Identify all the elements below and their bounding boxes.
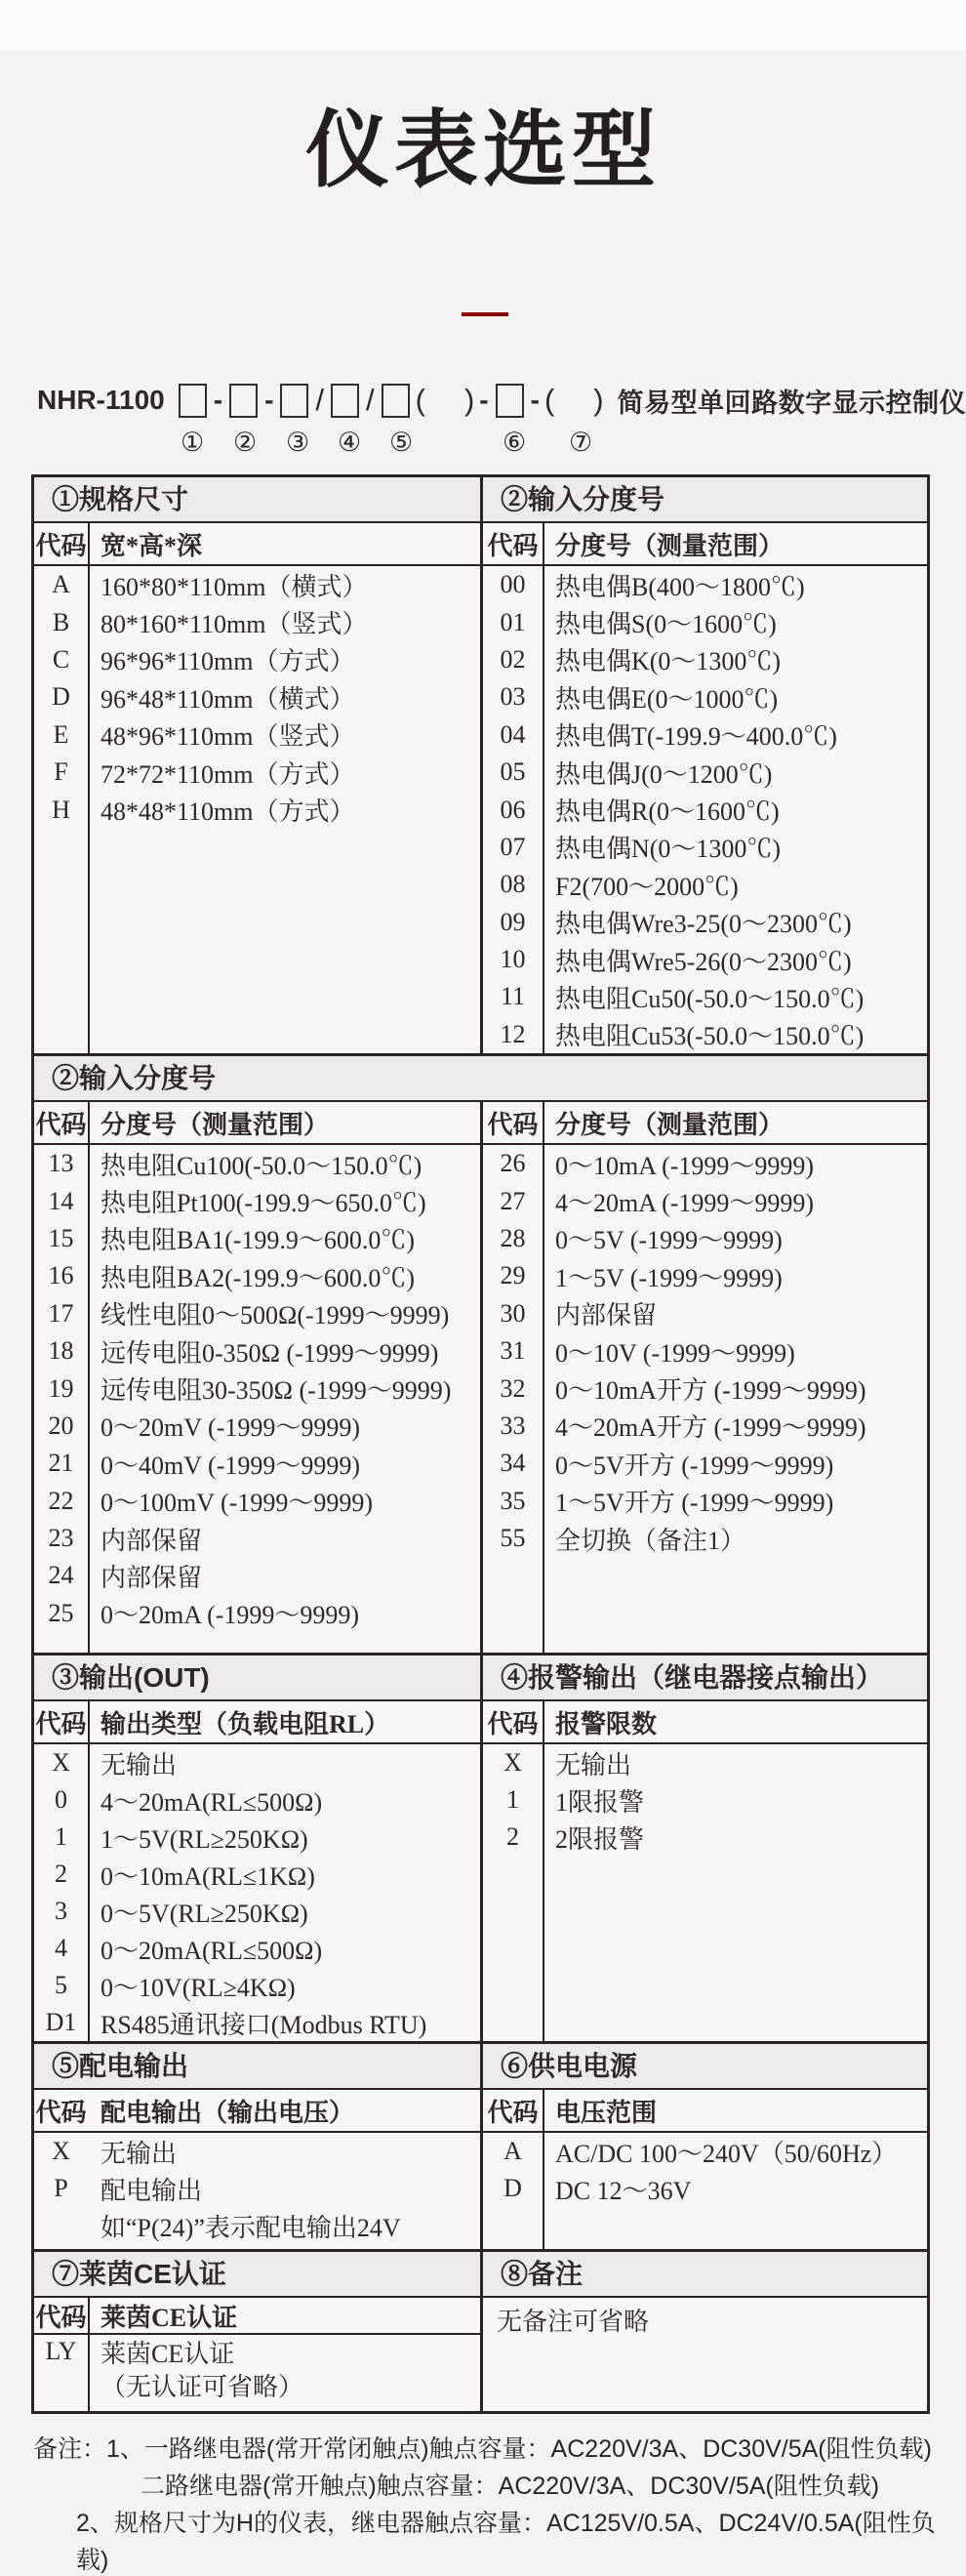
table-row: [34, 1819, 480, 1856]
row-label: 2限报警: [555, 1824, 645, 1854]
row-code: D1: [45, 2008, 77, 2036]
row-code: 04: [500, 719, 526, 749]
row-label: 热电偶N(0～1300℃): [555, 835, 782, 864]
input2-right-rows: [483, 1145, 927, 1653]
row-label: 无输出: [555, 1750, 632, 1779]
row-code: 28: [500, 1223, 526, 1252]
row-code: 03: [500, 682, 526, 712]
spec-rows: [34, 566, 480, 1053]
section-title-alarm: ④报警输出（继电器接点输出）: [480, 1656, 927, 1701]
table-row: [483, 1408, 927, 1445]
section-title-ce: ⑦莱茵CE认证: [34, 2252, 480, 2298]
column-header-label: 输出类型（负载电阻RL）: [101, 1709, 390, 1738]
table-row: [34, 1257, 480, 1294]
table-row: [34, 2170, 480, 2207]
row-label: 线性电阻0～500Ω(-1999～9999): [101, 1301, 450, 1330]
circled-number: ①: [181, 428, 205, 457]
model-code-box: [229, 384, 258, 418]
table-row: [34, 1967, 480, 2004]
column-header-label: 分度号（测量范围）: [555, 1110, 785, 1139]
row-code: A: [52, 570, 70, 599]
model-code-box: [496, 384, 524, 418]
table-row: [483, 791, 927, 828]
table-row: [483, 641, 927, 678]
model-dash: -: [213, 385, 223, 415]
model-paren-open: (: [543, 383, 555, 417]
table-row: [34, 1781, 480, 1819]
row-code: 3: [55, 1897, 67, 1925]
table-row: [483, 978, 927, 1015]
circled-number: ⑥: [503, 428, 527, 457]
row-label: 0～5V (-1999～9999): [555, 1226, 783, 1255]
table-row: [483, 2170, 927, 2207]
row-label: 远传电阻0-350Ω (-1999～9999): [101, 1338, 439, 1368]
ce-subtable: [34, 2298, 480, 2411]
model-dash: -: [479, 385, 489, 415]
row-code: X: [52, 1748, 70, 1777]
row-label: 1～5V (-1999～9999): [555, 1263, 783, 1292]
row-label: 热电阻Pt100(-199.9～650.0℃): [101, 1189, 426, 1218]
row-label: 80*160*110mm（竖式）: [101, 610, 368, 639]
row-code: 05: [500, 757, 526, 787]
row-label: 1～5V(RL≥250KΩ): [101, 1824, 308, 1854]
model-slash: /: [315, 383, 325, 417]
row-label: AC/DC 100～240V（50/60Hz）: [555, 2139, 898, 2168]
circled-number: ②: [233, 428, 258, 457]
row-code: 30: [500, 1298, 526, 1328]
input2-right-subtable: [480, 1102, 927, 1653]
table-row: [483, 866, 927, 903]
row-code: 31: [500, 1336, 526, 1366]
row-code: 00: [500, 570, 526, 599]
alarm-subtable: [480, 1701, 927, 2041]
section-input-continued: [34, 1053, 927, 1653]
table-row: [34, 1182, 480, 1219]
powerdist-subtable: [34, 2090, 480, 2249]
table-row: [34, 1520, 480, 1557]
table-row: [483, 1445, 927, 1482]
model-paren-close: ): [463, 383, 475, 417]
model-code-box: [179, 384, 207, 418]
row-label: 0～5V开方 (-1999～9999): [555, 1451, 834, 1480]
row-label: 热电阻BA1(-199.9～600.0℃): [101, 1226, 416, 1255]
row-label: RS485通讯接口(Modbus RTU): [101, 2010, 427, 2039]
table-row: [483, 1182, 927, 1219]
row-code: 1: [506, 1785, 519, 1814]
supply-subtable: [480, 2090, 927, 2249]
table-row: [483, 1520, 927, 1557]
model-ordering-line: [37, 381, 966, 420]
selection-table: [31, 474, 930, 2414]
row-label: 0～10V(RL≥4KΩ): [101, 1973, 296, 2002]
row-label: 48*48*110mm（方式）: [101, 797, 355, 827]
row-label: 配电输出: [101, 2176, 203, 2205]
input2-left-subtable: [34, 1102, 480, 1653]
row-code: 22: [48, 1486, 74, 1515]
table-row: [34, 1595, 480, 1632]
row-label: F2(700～2000℃): [555, 872, 739, 901]
row-label: 0～20mA(RL≤500Ω): [101, 1936, 323, 1965]
column-header-code: 代码: [35, 2098, 87, 2127]
row-label: 0～10mA(RL≤1KΩ): [101, 1861, 315, 1891]
row-code: 2: [506, 1822, 519, 1851]
row-label: 如“P(24)”表示配电输出24V: [101, 2213, 401, 2242]
row-code: 12: [500, 1019, 526, 1048]
row-code: 07: [500, 832, 526, 861]
section-title-spec: ①规格尺寸: [34, 477, 480, 523]
row-code: 33: [500, 1411, 526, 1440]
table-row: [483, 1016, 927, 1053]
table-row: [34, 566, 480, 603]
row-label: 热电偶E(0～1000℃): [555, 684, 779, 714]
model-slash: /: [366, 383, 375, 417]
row-label: 内部保留: [555, 1301, 658, 1330]
row-code: LY: [45, 2337, 77, 2365]
table-row: [483, 566, 927, 603]
column-header-label: 宽*高*深: [101, 531, 203, 560]
row-code: B: [52, 607, 70, 636]
circled-number: ④: [338, 428, 362, 457]
table-row: [34, 1893, 480, 1930]
row-label: 热电阻Cu50(-50.0～150.0℃): [555, 984, 865, 1013]
row-code: 14: [48, 1186, 74, 1215]
row-label: 热电偶R(0～1600℃): [555, 797, 780, 827]
row-label: 全切换（备注1）: [555, 1526, 746, 1555]
section-distribution-and-supply: [34, 2041, 927, 2249]
row-code: X: [503, 1748, 522, 1777]
row-label: 48*96*110mm（竖式）: [101, 722, 355, 752]
row-label: 96*48*110mm（横式）: [101, 684, 355, 714]
row-label: 0～100mV (-1999～9999): [101, 1489, 374, 1518]
row-code: X: [52, 2137, 70, 2165]
row-code: 23: [48, 1524, 74, 1553]
section-title-input2: ②输入分度号: [34, 1056, 927, 1102]
table-row: [483, 941, 927, 978]
section-title-powerdist: ⑤配电输出: [34, 2044, 480, 2090]
row-label: 72*72*110mm（方式）: [101, 759, 355, 789]
row-label: 热电偶Wre3-25(0～2300℃): [555, 910, 852, 939]
row-code: P: [54, 2174, 68, 2202]
column-header-label: 配电输出（输出电压）: [101, 2098, 355, 2127]
row-label: 热电偶B(400～1800℃): [555, 572, 805, 601]
footer-notes: [33, 2431, 941, 2576]
section-title-output: ③输出(OUT): [34, 1656, 480, 1701]
table-row: [34, 2335, 480, 2368]
section-title-supply: ⑥供电电源: [480, 2044, 927, 2090]
table-row: [34, 1445, 480, 1482]
column-header-code: 代码: [35, 531, 87, 560]
column-header-label: 电压范围: [555, 2098, 658, 2127]
table-row: [483, 1370, 927, 1407]
row-label: 无输出: [101, 2139, 178, 2168]
model-code-box: [331, 384, 359, 418]
table-row: [483, 1744, 927, 1781]
table-row: [34, 1557, 480, 1594]
row-code: 32: [500, 1373, 526, 1403]
row-label: DC 12～36V: [555, 2176, 692, 2205]
row-code: H: [52, 795, 70, 824]
row-label: 热电偶Wre5-26(0～2300℃): [555, 947, 852, 976]
row-label: （无认证可省略）: [101, 2372, 304, 2401]
row-label: 热电阻Cu53(-50.0～150.0℃): [555, 1022, 865, 1051]
row-code: 27: [500, 1186, 526, 1215]
row-code: 25: [48, 1598, 74, 1627]
table-row: [34, 1744, 480, 1781]
row-label: 内部保留: [101, 1526, 203, 1555]
row-code: A: [503, 2137, 522, 2165]
red-divider-rule: [462, 312, 508, 316]
row-code: 5: [55, 1971, 67, 1999]
column-header-label: 分度号（测量范围）: [101, 1110, 330, 1139]
row-label: 0～40mV (-1999～9999): [101, 1451, 361, 1480]
column-header-code: 代码: [487, 2098, 539, 2127]
row-label: 1限报警: [555, 1787, 645, 1817]
column-header-label: 莱茵CE认证: [101, 2303, 238, 2332]
row-label: 1～5V开方 (-1999～9999): [555, 1489, 834, 1518]
table-row: [34, 1295, 480, 1332]
table-row: [483, 678, 927, 716]
table-row: [34, 1332, 480, 1370]
row-code: 16: [48, 1261, 74, 1290]
table-row: [34, 1220, 480, 1257]
row-label: 0～20mV (-1999～9999): [101, 1413, 361, 1443]
table-row: [483, 904, 927, 941]
table-row: [483, 1220, 927, 1257]
table-row: [34, 791, 480, 828]
table-row: [34, 716, 480, 754]
row-label: 热电偶T(-199.9～400.0℃): [555, 722, 837, 752]
input2-left-rows: [34, 1145, 480, 1653]
column-header-code: 代码: [487, 531, 539, 560]
model-prefix: NHR-1100: [37, 385, 165, 415]
table-row: [34, 1145, 480, 1182]
page-title: 仪表选型: [305, 103, 661, 197]
output-rows: [34, 1744, 480, 2041]
table-row: [34, 678, 480, 716]
model-code-box: [382, 384, 410, 418]
row-code: 09: [500, 907, 526, 936]
table-row: [34, 641, 480, 678]
table-row: [34, 2368, 480, 2401]
model-code-box: [280, 384, 308, 418]
table-row: [34, 754, 480, 791]
table-row: [483, 1145, 927, 1182]
table-row: [34, 1370, 480, 1407]
row-code: 13: [48, 1149, 74, 1178]
row-label: 热电偶S(0～1600℃): [555, 610, 777, 639]
row-label: 0～10V (-1999～9999): [555, 1338, 795, 1368]
table-row: [483, 1781, 927, 1819]
table-row: [483, 603, 927, 640]
row-code: 18: [48, 1336, 74, 1366]
section-ce-and-remark: [34, 2249, 927, 2411]
table-row: [34, 1930, 480, 1967]
input1-subtable: [480, 523, 927, 1053]
remark-subtable: [480, 2298, 927, 2411]
table-row: [483, 754, 927, 791]
table-row: [34, 603, 480, 640]
column-header-label: 报警限数: [555, 1709, 658, 1738]
row-label: 内部保留: [101, 1563, 203, 1592]
row-code: F: [54, 757, 68, 787]
model-paren-close: ): [593, 383, 604, 417]
column-header-code: 代码: [487, 1709, 539, 1738]
section-output-and-alarm: [34, 1653, 927, 2041]
row-code: 01: [500, 607, 526, 636]
row-code: 15: [48, 1223, 74, 1252]
section-title-remark: ⑧备注: [480, 2252, 927, 2298]
model-dash: -: [264, 385, 274, 415]
spec-subtable: [34, 523, 480, 1053]
remark-note: 无备注可省略: [497, 2308, 650, 2336]
section-spec-and-input: [34, 477, 927, 1053]
powerdist-rows: [34, 2133, 480, 2249]
row-code: 06: [500, 795, 526, 824]
row-code: E: [53, 719, 69, 749]
circled-number: ⑦: [569, 428, 593, 457]
model-position-numbers: [0, 428, 966, 459]
row-label: 热电阻BA2(-199.9～600.0℃): [101, 1263, 416, 1292]
row-label: 热电阻Cu100(-50.0～150.0℃): [101, 1151, 423, 1180]
row-code: 2: [55, 1860, 67, 1888]
row-code: 1: [55, 1822, 67, 1851]
row-label: 4～20mA(RL≤500Ω): [101, 1787, 323, 1817]
model-description: 简易型单回路数字显示控制仪: [617, 388, 966, 418]
table-row: [34, 1483, 480, 1520]
table-row: [483, 1257, 927, 1294]
row-code: C: [52, 644, 70, 674]
row-code: 20: [48, 1411, 74, 1440]
model-paren-open: (: [415, 383, 425, 417]
row-code: D: [503, 2174, 522, 2202]
table-row: [483, 1295, 927, 1332]
row-label: 无输出: [101, 1750, 178, 1779]
ce-rows: [34, 2335, 480, 2405]
row-label: 0～20mA (-1999～9999): [101, 1601, 360, 1630]
row-code: 4: [55, 1934, 67, 1962]
row-label: 0～5V(RL≥250KΩ): [101, 1899, 308, 1928]
row-label: 4～20mA开方 (-1999～9999): [555, 1413, 866, 1443]
column-header-code: 代码: [35, 2303, 87, 2332]
alarm-rows: [483, 1744, 927, 2041]
table-row: [483, 1483, 927, 1520]
table-row: [483, 716, 927, 754]
table-row: [483, 829, 927, 866]
table-row: [34, 2207, 480, 2244]
row-label: 96*96*110mm（方式）: [101, 647, 355, 676]
row-code: 0: [55, 1785, 67, 1814]
column-header-label: 分度号（测量范围）: [555, 531, 785, 560]
table-row: [483, 2133, 927, 2170]
row-code: 10: [500, 945, 526, 974]
row-label: 0～10mA (-1999～9999): [555, 1151, 815, 1180]
row-label: 莱茵CE认证: [101, 2339, 235, 2368]
row-code: D: [52, 682, 70, 712]
table-row: [483, 1332, 927, 1370]
row-label: 热电偶K(0～1300℃): [555, 647, 782, 676]
row-code: 19: [48, 1373, 74, 1403]
model-dash: -: [530, 385, 540, 415]
row-code: 21: [48, 1449, 74, 1478]
row-code: 34: [500, 1449, 526, 1478]
footer-note: 二路继电器(常开触点)触点容量：AC220V/3A、DC30V/5A(阻性负载): [141, 2473, 880, 2500]
row-label: 0～10mA开方 (-1999～9999): [555, 1376, 866, 1406]
circled-number: ③: [286, 428, 310, 457]
row-code: 26: [500, 1149, 526, 1178]
row-code: 24: [48, 1561, 74, 1590]
row-code: 35: [500, 1486, 526, 1515]
output-subtable: [34, 1701, 480, 2041]
supply-rows: [483, 2133, 927, 2249]
table-row: [34, 2133, 480, 2170]
table-row: [34, 2004, 480, 2041]
row-code: 08: [500, 870, 526, 899]
row-code: 11: [500, 982, 526, 1011]
footer-note: 备注：1、一路继电器(常开常闭触点)触点容量：AC220V/3A、DC30V/5A(阻性负载): [33, 2435, 932, 2463]
column-header-code: 代码: [487, 1110, 539, 1139]
row-code: 17: [48, 1298, 74, 1328]
circled-number: ⑤: [389, 428, 414, 457]
column-header-code: 代码: [35, 1110, 87, 1139]
row-label: 热电偶J(0～1200℃): [555, 759, 773, 789]
table-row: [34, 1856, 480, 1893]
row-code: 29: [500, 1261, 526, 1290]
column-header-code: 代码: [35, 1709, 87, 1738]
footer-note: 2、规格尺寸为H的仪表，继电器触点容量：AC125V/0.5A、DC24V/0.5A(阻性负载): [76, 2510, 936, 2574]
table-row: [34, 1408, 480, 1445]
row-code: 02: [500, 644, 526, 674]
top-strip: [0, 0, 966, 51]
row-label: 远传电阻30-350Ω (-1999～9999): [101, 1376, 452, 1406]
input1-rows: [483, 566, 927, 1053]
row-code: 55: [500, 1524, 526, 1553]
section-title-input: ②输入分度号: [480, 477, 927, 523]
table-row: [483, 1819, 927, 1856]
row-label: 160*80*110mm（横式）: [101, 572, 368, 601]
row-label: 4～20mA (-1999～9999): [555, 1189, 815, 1218]
